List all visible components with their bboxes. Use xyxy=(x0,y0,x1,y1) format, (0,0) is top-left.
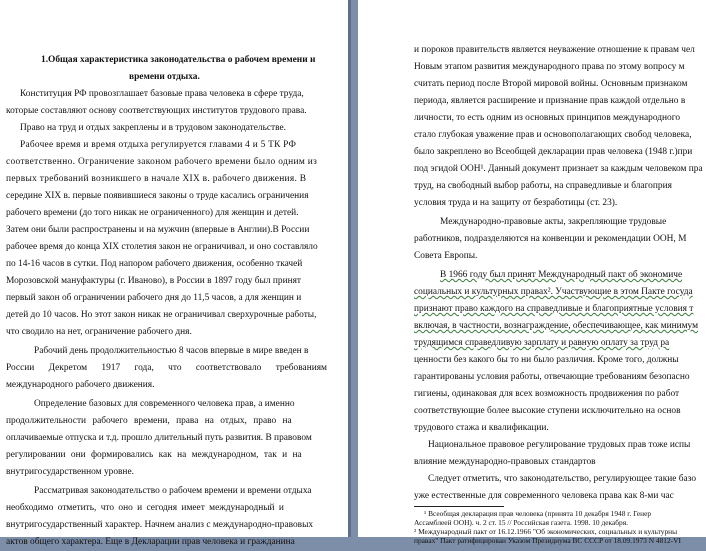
paragraph-line: и пороков правительств является неуважение отношение к правам чел xyxy=(414,45,695,55)
paragraph-line: которые составляют основу соответствующих институтов трудового права. xyxy=(6,106,307,116)
paragraph-line: детей до 10 часов. Но этот закон никак не ограничивал сверхурочные работы, xyxy=(6,310,317,320)
paragraph-line: внутригосударственный характер. Начнем анализ с международно-правовых xyxy=(6,520,314,530)
paragraph-line: Совета Европы. xyxy=(414,251,478,261)
paragraph-line: стало глубокая уважение прав и основополагающих свобод человека, xyxy=(414,130,692,140)
paragraph-line: Рабочий день продолжительностью 8 часов впервые в мире введен в xyxy=(34,346,309,356)
paragraph-line: условия труда и на защиту от безработицы (ст. 23). xyxy=(414,198,618,208)
paragraph-line: признают право каждого на справедливые и благоприятные условия т xyxy=(414,304,694,314)
document-page-right xyxy=(358,0,706,545)
paragraph-line: Право на труд и отдых закреплены и в трудовом законодательстве. xyxy=(20,123,287,133)
paragraph-line: необходимо отметить, что оно и сегодня имеет международный и xyxy=(6,503,284,513)
footnote-separator xyxy=(414,506,504,507)
paragraph-line: по 14-16 часов в сутки. Под напором рабочего движения, особенно ткачей xyxy=(6,259,303,269)
paragraph-line: социальных и культурных правах². Участвующие в этом Пакте госуда xyxy=(414,287,693,297)
paragraph-line: соответствующие более высокие ступени исключительно на основ xyxy=(414,406,681,416)
footnote-line: правах" Пакт ратифицирован Указом Президиума ВС СССР от 18.09.1973 N 4812-VI xyxy=(414,536,681,545)
paragraph-line: Затем они были распространены и на мужчин (впервые в Англии).В России xyxy=(6,225,310,235)
paragraph-line: Рассматривая законодательство о рабочем времени и времени отдыха xyxy=(34,486,312,496)
paragraph-line: трудящимся справедливую зарплату и равную оплату за труд ра xyxy=(414,338,670,348)
paragraph-line: Новым этапом развития международного права по этому вопросу м xyxy=(414,62,685,72)
footnote-line: ¹ Всеобщая декларация прав человека (принята 10 декабря 1948 г. Генер xyxy=(424,509,652,518)
paragraph-line: периода, является расширение и признание прав каждой отдельно в xyxy=(414,96,686,106)
paragraph-line: оплачиваемые отпуска и т.д. прошло длительный путь развития. В правовом xyxy=(6,433,312,443)
section-heading-cont: времени отдыха. xyxy=(129,72,200,82)
paragraph-line: России Декретом 1917 года, что соответствовало требованиям xyxy=(6,363,327,373)
paragraph-line: включая, в частности, вознаграждение, обеспечивающее, как минимум xyxy=(414,321,699,331)
paragraph-line: считать период после Второй мировой войны. Основным признаком xyxy=(414,79,688,89)
paragraph-line: первых требований возникшего в начале XIX в. рабочего движения. В xyxy=(6,174,307,184)
paragraph-line: международного рабочего движения. xyxy=(6,380,155,390)
paragraph-line: соответственно. Ограничение законом рабочего времени было одним из xyxy=(6,157,318,167)
paragraph-line: влияние международно-правовых стандартов xyxy=(414,457,596,467)
paragraph-line: Морозовской мануфактуры (г. Иваново), в России в 1897 году был принят xyxy=(6,276,302,286)
paragraph-line: под эгидой ООН¹. Данный документ признает за каждым человеком пра xyxy=(414,164,703,174)
paragraph-line: трудового стажа и квалификации. xyxy=(414,423,549,433)
paragraph-line: личности, то есть одним из основных принципов международного xyxy=(414,113,681,123)
footnote-line: Ассамблеей ООН). ч. 2 ст. 15 // Российская газета. 1998. 10 декабря. xyxy=(414,518,628,527)
paragraph-line: работников, подразделяются на конвенции и рекомендации ООН, М xyxy=(414,234,687,244)
paragraph-line: Национальное правовое регулирование трудовых прав тоже испы xyxy=(428,440,691,450)
paragraph-line: продолжительности рабочего времени, права на отдых, право на xyxy=(6,416,292,426)
footnote-line: ² Международный пакт от 16.12.1966 "Об экономических, социальных и культурны xyxy=(414,527,678,536)
paragraph-line: регулировании они формировались как на международном, так и на xyxy=(6,450,302,460)
paragraph-line: гигиены, одинаковая для всех возможность продвижения по работ xyxy=(414,389,680,399)
paragraph-line: середине XIX в. первые появившиеся законы о труде касались ограничения xyxy=(6,191,309,201)
paragraph-line: В 1966 году был принят Международный пакт об экономиче xyxy=(440,270,683,280)
paragraph-line: внутригосударственном уровне. xyxy=(6,467,134,477)
paragraph-line: Следует отметить, что законодательство, регулирующее такие базо xyxy=(428,474,697,484)
paragraph-line: ценности без какого бы то ни было различия. Кроме того, должны xyxy=(414,355,679,365)
paragraph-line: актов общего характера. Еще в Декларации прав человека и гражданина xyxy=(6,537,295,547)
paragraph-line: Определение базовых для современного человека прав, а именно xyxy=(34,399,295,409)
paragraph-line: Конституция РФ провозглашает базовые права человека в сфере труда, xyxy=(20,89,304,99)
paragraph-line: Международно-правовые акты, закрепляющие трудовые xyxy=(440,217,667,227)
section-heading: 1.Общая характеристика законодательства о рабочем времени и xyxy=(41,55,316,65)
page-gap-shadow xyxy=(348,0,351,537)
paragraph-line: уже естественные для современного человека права как 8-ми час xyxy=(414,491,674,501)
paragraph-line: гарантированы условия работы, отвечающие требованиям безопасно xyxy=(414,372,690,382)
paragraph-line: было закреплено во Всеобщей декларации прав человека (1948 г.)при xyxy=(414,147,693,157)
document-page-left xyxy=(0,0,348,547)
paragraph-line: рабочего времени (до того никак не ограниченного) для женщин и детей. xyxy=(6,208,299,218)
paragraph-line: рабочее время до конца XIX столетия закон не ограничивал, и оно составляло xyxy=(6,242,318,252)
paragraph-line: труд, на свободный выбор работы, на справедливые и благоприя xyxy=(414,181,672,191)
paragraph-line: что сводило на нет, ограничение рабочего дня. xyxy=(6,327,192,337)
paragraph-line: Рабочее время и время отдыха регулируется главами 4 и 5 ТК РФ xyxy=(20,140,297,150)
paragraph-line: первый закон об ограничении рабочего дня до 11,5 часов, а для женщин и xyxy=(6,293,302,303)
